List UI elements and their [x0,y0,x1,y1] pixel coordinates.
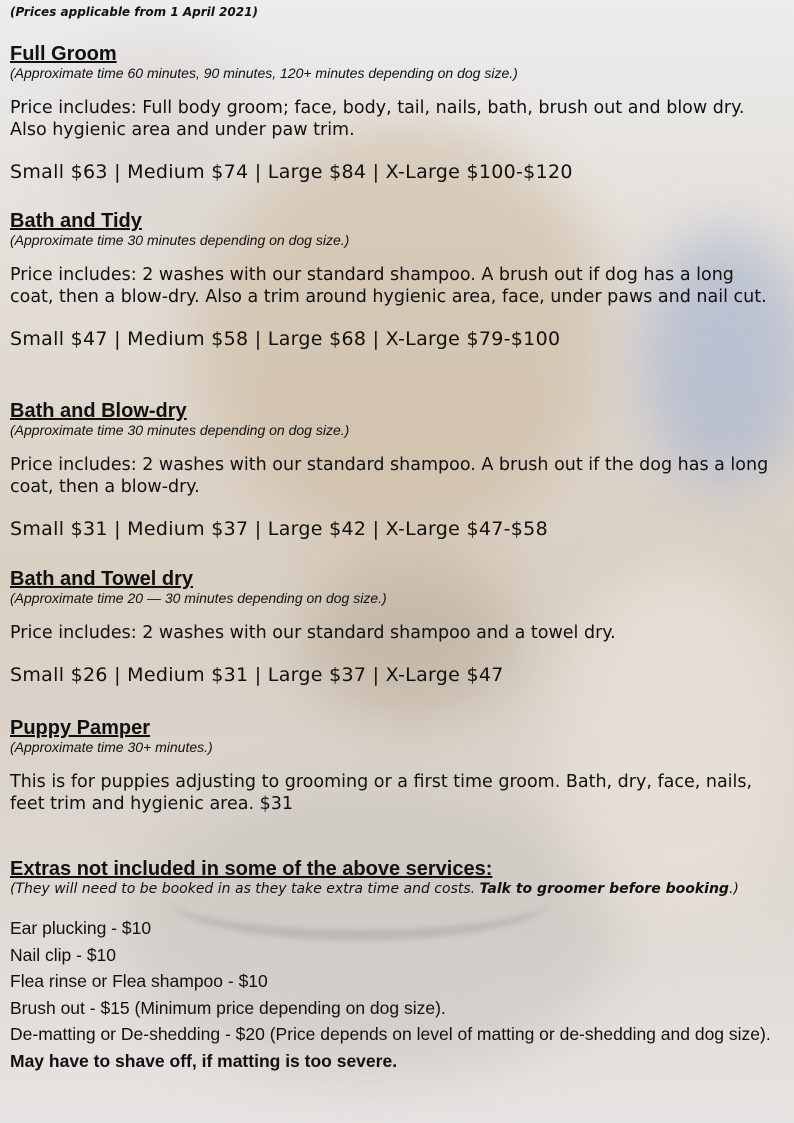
extras-item: De-matting or De-shedding - $20 (Price depends on level of matting or de-shedding and dog size). [10,1024,771,1044]
service-prices: Small $47 | Medium $58 | Large $68 | X-Large $79-$100 [10,328,561,350]
price-effective-notice: (Prices applicable from 1 April 2021) [10,5,258,19]
service-time: (Approximate time 20 — 30 minutes depending on dog size.) [10,590,387,606]
service-prices: Small $63 | Medium $74 | Large $84 | X-Large $100-$120 [10,161,573,183]
extras-list [10,917,785,1045]
extras-item: Nail clip - $10 [10,944,117,965]
service-description: This is for puppies adjusting to grooming or a first time groom. Bath, dry, face, nails, feet trim and hygienic area. $31 [10,772,753,814]
extras-item: Ear plucking - $10 [10,918,152,938]
service-time: (Approximate time 30 minutes depending on dog size.) [10,422,350,438]
extras-section [10,858,785,1072]
service-title: Bath and Blow-dry [10,400,187,422]
extras-subtitle [10,880,785,899]
extras-item: Brush out - $15 (Minimum price depending on dog size). [10,997,446,1018]
service-bath-and-tidy [10,210,780,350]
matting-warning: May have to shave off, if matting is too severe. [10,1050,398,1071]
extras-subtitle-start: (They will need to be booked in as they take extra time and costs. [10,881,480,897]
service-description: Price includes: 2 washes with our standard shampoo and a towel dry. [10,623,616,643]
service-prices: Small $26 | Medium $31 | Large $37 | X-Large $47 [10,664,504,686]
service-time: (Approximate time 60 minutes, 90 minutes, 120+ minutes depending on dog size.) [10,65,518,81]
service-bath-and-blow-dry [10,400,780,540]
service-bath-and-towel-dry [10,568,780,686]
service-full-groom [10,43,780,183]
service-prices: Small $31 | Medium $37 | Large $42 | X-Large $47-$58 [10,518,548,540]
service-puppy-pamper [10,717,780,815]
service-title: Bath and Tidy [10,210,142,232]
service-title: Puppy Pamper [10,717,151,739]
extras-subtitle-emphasis: Talk to groomer before booking [479,881,729,897]
service-title: Bath and Towel dry [10,568,193,590]
service-description: Price includes: 2 washes with our standard shampoo. A brush out if the dog has a long coat, then a blow-dry. [10,455,769,497]
service-title: Full Groom [10,43,117,65]
extras-title: Extras not included in some of the above services: [10,858,493,880]
service-time: (Approximate time 30+ minutes.) [10,739,213,755]
service-description: Price includes: Full body groom; face, body, tail, nails, bath, brush out and blow dry. Also hygienic area and under paw trim. [10,98,745,140]
extras-item: Flea rinse or Flea shampoo - $10 [10,971,268,991]
extras-subtitle-end: .) [728,881,739,897]
service-description: Price includes: 2 washes with our standard shampoo. A brush out if dog has a long coat, then a blow-dry. Also a trim around hygienic area, face, under paws and nail cut. [10,265,767,307]
service-time: (Approximate time 30 minutes depending on dog size.) [10,232,350,248]
